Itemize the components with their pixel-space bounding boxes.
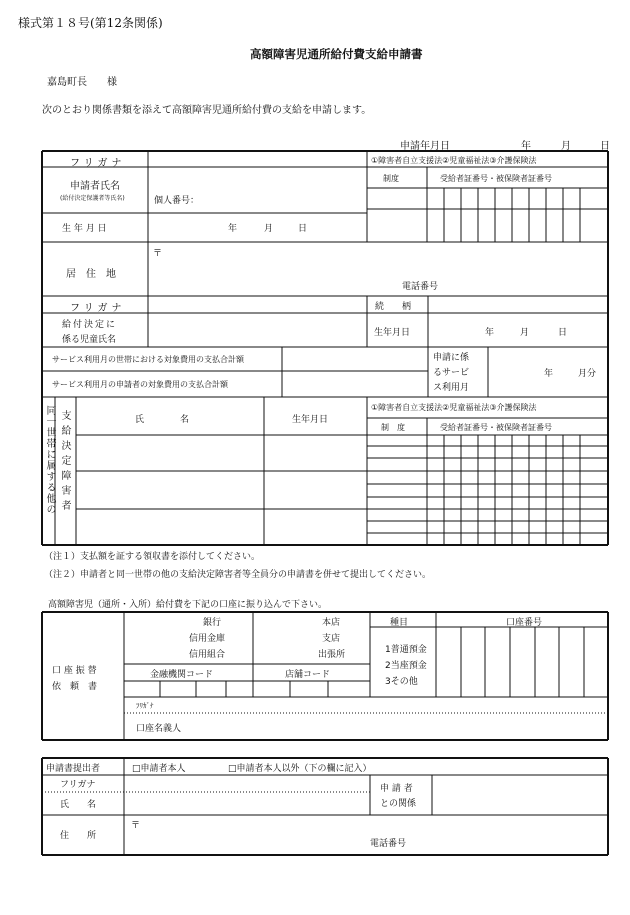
service-year: 年 <box>544 369 554 379</box>
child-name-label-1: 給付決定に <box>62 320 118 330</box>
account-holder-label: 口座名義人 <box>136 724 182 734</box>
bank-lead: 高額障害児（通所・入所）給付費を下記の口座に振り込んで下さい。 <box>48 600 328 610</box>
applicant-name-label: 申請者氏名 <box>70 181 120 192</box>
household-vertical-label-2: 支給決定障害者 <box>59 410 70 515</box>
branch-type-0: 本店 <box>322 618 341 628</box>
date-year: 年 <box>521 141 531 152</box>
household-name-col: 氏 名 <box>135 415 190 425</box>
bank-label-1: 口 座 振 替 <box>52 666 97 676</box>
branch-type-2: 出張所 <box>318 650 346 660</box>
household-cert-label: 受給者証番号・被保険者証番号 <box>440 423 552 432</box>
date-month: 月 <box>561 141 571 152</box>
kind-option-2: 2当座預金 <box>385 661 427 671</box>
cert-number-label: 受給者証番号・被保険者証番号 <box>440 174 552 183</box>
addressee: 嘉島町長 様 <box>47 77 117 88</box>
bank-type-2: 信用組合 <box>189 650 226 660</box>
submitter-label: 申請書提出者 <box>46 764 101 774</box>
bank-type-0: 銀行 <box>203 618 222 628</box>
bank-label-2: 依 頼 書 <box>52 682 98 692</box>
note-2: （注２）申請者と同一世帯の他の支給決定障害者等全員分の申請書を併せて提出してください。 <box>44 570 432 580</box>
submitter-option-other[interactable]: □申請者本人以外（下の欄に記入） <box>228 764 372 774</box>
kind-label: 種目 <box>390 618 409 628</box>
relation-label: 続 柄 <box>375 302 412 312</box>
household-laws: ①障害者自立支援法②児童福祉法③介護保険法 <box>371 403 537 412</box>
child-furigana-label: フリガナ <box>70 303 126 314</box>
my-number-label: 個人番号： <box>154 196 200 206</box>
applicant-furigana-label: フリガナ <box>70 158 126 169</box>
holder-furigana-label: ﾌﾘｶﾞﾅ <box>136 702 154 710</box>
address-postal: 〒 <box>153 249 163 259</box>
applicant-name-sub: (給付決定保護者等氏名) <box>60 195 125 202</box>
household-total-label: サービス利用月の世帯における対象費用の支払合計額 <box>52 355 244 364</box>
birth-day: 日 <box>298 224 308 234</box>
birth-year: 年 <box>228 224 238 234</box>
submitter-postal: 〒 <box>131 821 141 831</box>
form-number: 様式第１８号(第12条関係) <box>18 16 163 30</box>
branch-code-label: 店舗コード <box>285 670 331 680</box>
submitter-address-label: 住 所 <box>60 831 97 841</box>
applicant-total-label: サービス利用月の申請者の対象費用の支払合計額 <box>52 380 228 389</box>
page-title: 高額障害児通所給付費支給申請書 <box>250 47 423 61</box>
service-month-label-1: 申請に係 <box>433 353 470 363</box>
service-month-label-2: るサービ <box>433 368 470 378</box>
submitter-relation-2: との関係 <box>380 799 417 809</box>
household-birth-col: 生年月日 <box>292 415 329 425</box>
kind-option-3: 3その他 <box>385 677 418 687</box>
submitter-option-self[interactable]: □申請者本人 <box>132 764 186 774</box>
bank-code-label: 金融機関コード <box>150 670 214 680</box>
submitter-name-label: 氏 名 <box>60 800 97 810</box>
branch-type-1: 支店 <box>322 634 341 644</box>
address-label: 居 住 地 <box>66 269 116 280</box>
child-birth-day: 日 <box>558 328 568 338</box>
submitter-phone: 電話番号 <box>370 839 407 849</box>
account-number-label: 口座番号 <box>506 618 543 628</box>
address-phone: 電話番号 <box>402 282 439 292</box>
intro-text: 次のとおり関係書類を添えて高額障害児通所給付費の支給を申請します。 <box>42 105 372 116</box>
child-name-label-2: 係る児童氏名 <box>62 335 117 345</box>
household-seido: 制 度 <box>381 423 405 432</box>
child-birth-month: 月 <box>520 328 530 338</box>
submitter-relation-1: 申 請 者 <box>380 784 413 794</box>
date-label: 申請年月日 <box>400 141 450 152</box>
child-birth-year: 年 <box>485 328 495 338</box>
kind-option-1: 1普通預金 <box>385 645 427 655</box>
service-month: 月分 <box>578 369 597 379</box>
household-vertical-label: 同一世帯に属する他の <box>44 405 55 515</box>
birth-label: 生 年 月 日 <box>62 224 107 234</box>
seido-label: 制度 <box>383 174 399 183</box>
birth-month: 月 <box>264 224 274 234</box>
bank-type-1: 信用金庫 <box>189 634 226 644</box>
service-month-label-3: ス利用月 <box>433 383 470 393</box>
applicant-laws: ①障害者自立支援法②児童福祉法③介護保険法 <box>371 156 537 165</box>
date-day: 日 <box>600 141 610 152</box>
child-birth-label: 生年月日 <box>374 328 411 338</box>
submitter-furigana-label: フリガナ <box>60 780 96 790</box>
note-1: （注１）支払額を証する領収書を添付してください。 <box>44 552 261 562</box>
